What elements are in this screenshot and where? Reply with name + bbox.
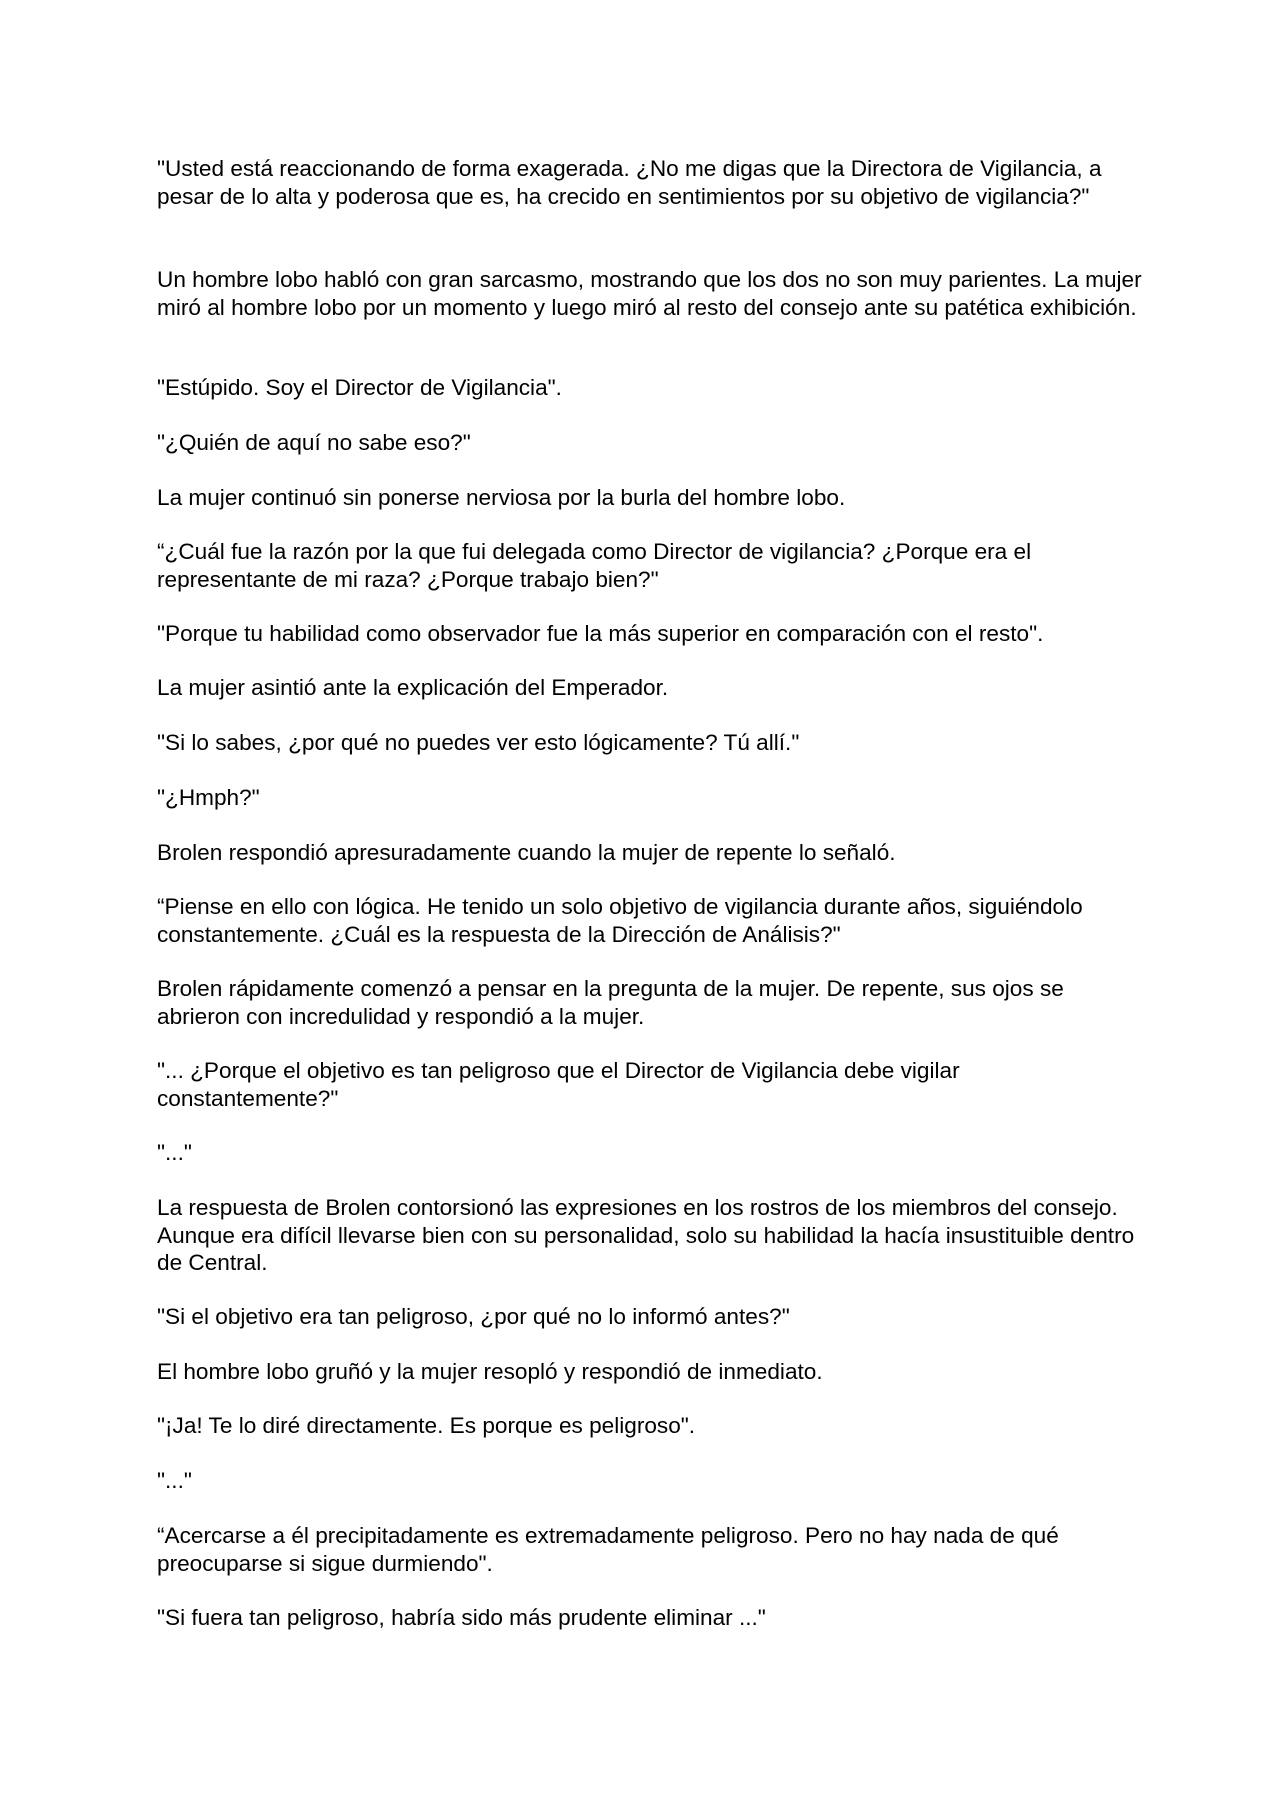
paragraph: "¿Hmph?" (157, 785, 260, 810)
paragraph: "¡Ja! Te lo diré directamente. Es porque es peligroso". (157, 1413, 696, 1438)
paragraph: La respuesta de Brolen contorsionó las expresiones en los rostros de los miembros del consejo. Aunque era difícil llevarse bien con su personalidad, solo su habilidad la hacía insustituible dentro de Central. (157, 1195, 1135, 1275)
paragraph: “Piense en ello con lógica. He tenido un solo objetivo de vigilancia durante años, siguiéndolo constantemente. ¿Cuál es la respuesta de la Dirección de Análisis?" (157, 894, 1083, 947)
paragraph: "Si el objetivo era tan peligroso, ¿por qué no lo informó antes?" (157, 1304, 790, 1329)
paragraph: La mujer continuó sin ponerse nerviosa por la burla del hombre lobo. (157, 485, 846, 510)
paragraph: Brolen respondió apresuradamente cuando la mujer de repente lo señaló. (157, 840, 896, 865)
paragraph: La mujer asintió ante la explicación del Emperador. (157, 675, 669, 700)
paragraph: "... ¿Porque el objetivo es tan peligroso que el Director de Vigilancia debe vigilar constantemente?" (157, 1058, 960, 1111)
paragraph: "Usted está reaccionando de forma exagerada. ¿No me digas que la Directora de Vigilancia, a pesar de lo alta y poderosa que es, ha crecido en sentimientos por su objetivo de vigilancia?" (157, 156, 1102, 209)
paragraph: "Si fuera tan peligroso, habría sido más prudente eliminar ..." (157, 1605, 766, 1630)
paragraph: "..." (157, 1140, 192, 1165)
paragraph: "Estúpido. Soy el Director de Vigilancia". (157, 375, 562, 400)
paragraph: "Porque tu habilidad como observador fue la más superior en comparación con el resto". (157, 621, 1044, 646)
paragraph: “¿Cuál fue la razón por la que fui delegada como Director de vigilancia? ¿Porque era el representante de mi raza? ¿Porque trabajo bien?" (157, 539, 1032, 592)
paragraph: “Acercarse a él precipitadamente es extremadamente peligroso. Pero no hay nada de qué preocuparse si sigue durmiendo". (157, 1523, 1059, 1576)
paragraph: El hombre lobo gruñó y la mujer resopló y respondió de inmediato. (157, 1359, 823, 1384)
paragraph: "¿Quién de aquí no sabe eso?" (157, 430, 471, 455)
paragraph: "..." (157, 1468, 192, 1493)
paragraph: Brolen rápidamente comenzó a pensar en la pregunta de la mujer. De repente, sus ojos se abrieron con incredulidad y respondió a la mujer. (157, 976, 1064, 1029)
paragraph: "Si lo sabes, ¿por qué no puedes ver esto lógicamente? Tú allí." (157, 730, 800, 755)
paragraph: Un hombre lobo habló con gran sarcasmo, mostrando que los dos no son muy parientes. La mujer miró al hombre lobo por un momento y luego miró al resto del consejo ante su patética exhibición. (157, 267, 1142, 320)
